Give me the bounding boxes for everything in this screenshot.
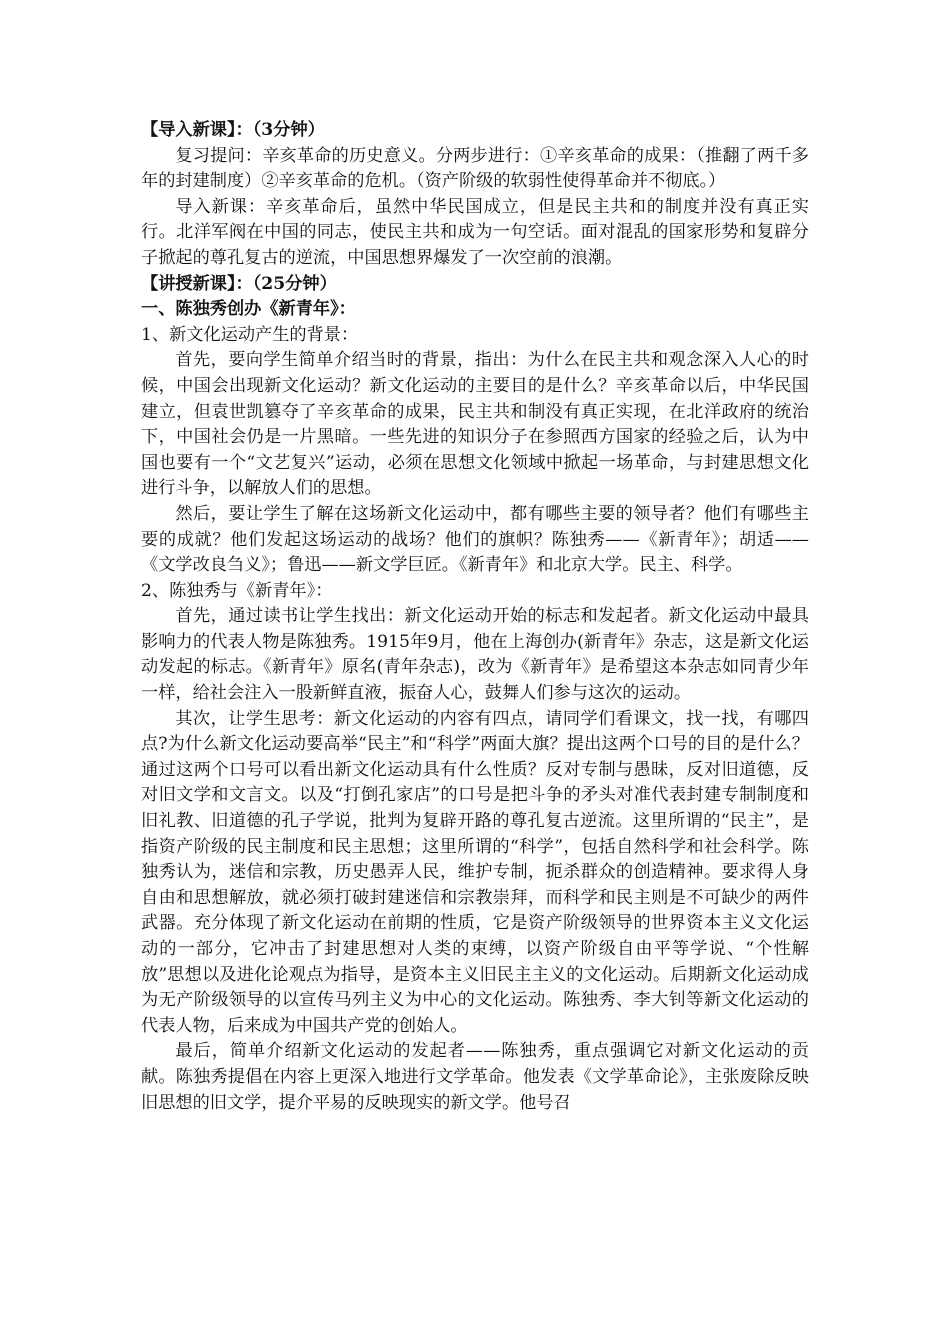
chen-paragraph-3: 最后，简单介绍新文化运动的发起者——陈独秀，重点强调它对新文化运动的贡献。陈独秀提倡在内容上更深入地进行文学革命。他发表《文学革命论》，主张废除反映旧思想的旧文学，提介平易的反映现实的新文学。他号召 <box>141 1041 809 1113</box>
sub1-heading: 1、新文化运动产生的背景： <box>141 324 359 345</box>
review-paragraph: 复习提问：辛亥革命的历史意义。分两步进行：①辛亥革命的成果：（推翻了两千多年的封建制度）②辛亥革命的危机。（资产阶级的软弱性使得革命并不彻底。） <box>141 145 809 192</box>
chen-paragraph-2: 其次，让学生思考：新文化运动的内容有四点，请同学们看课文，找一找，有哪四点?为什么新文化运动要高举“民主”和“科学”两面大旗？提出这两个口号的目的是什么？通过这两个口号可以看出新文化运动具有什么性质？反对专制与愚昧，反对旧道德，反对旧文学和文言文。以及“打倒孔家店”的口号是把斗争的矛头对准代表封建专制制度和旧礼教、旧道德的孔子学说，批判为复辟开路的尊孔复古逆流。这里所谓的“民主”，是指资产阶级的民主制度和民主思想；这里所谓的“科学”，包括自然科学和社会科学。陈独秀认为，迷信和宗教，历史愚弄人民，维护专制，扼杀群众的创造精神。要求得人身自由和思想解放，就必须打破封建迷信和宗教崇拜，而科学和民主则是不可缺少的两件武器。充分体现了新文化运动在前期的性质，它是资产阶级领导的世界资本主义文化运动的一部分，它冲击了封建思想对人类的束缚，以资产阶级自由平等学说、“个性解放”思想以及进化论观点为指导，是资本主义旧民主主义的文化运动。后期新文化运动成为无产阶级领导的以宣传马列主义为中心的文化运动。陈独秀、李大钊等新文化运动的代表人物，后来成为中国共产党的创始人。 <box>141 708 809 1036</box>
intro-paragraph: 导入新课：辛亥革命后，虽然中华民国成立，但是民主共和的制度并没有真正实行。北洋军阀在中国的同志，使民主共和成为一句空话。面对混乱的国家形势和复辟分子掀起的尊孔复古的逆流，中国思想界爆发了一次空前的浪潮。 <box>141 196 809 268</box>
teach-heading: 【讲授新课】：（25分钟） <box>141 273 337 294</box>
sub2-heading: 2、陈独秀与《新青年》： <box>141 580 333 601</box>
document-page <box>141 118 809 1116</box>
background-paragraph-2: 然后，要让学生了解在这场新文化运动中，都有哪些主要的领导者？他们有哪些主要的成就？他们发起这场运动的战场？他们的旗帜？陈独秀——《新青年》；胡适——《文学改良刍义》；鲁迅——新文学巨匠。《新青年》和北京大学。民主、科学。 <box>141 503 809 576</box>
background-paragraph-1: 首先，要向学生简单介绍当时的背景，指出：为什么在民主共和观念深入人心的时候，中国会出现新文化运动？新文化运动的主要目的是什么？辛亥革命以后，中华民国建立，但袁世凯篡夺了辛亥革命的成果，民主共和制没有真正实现，在北洋政府的统治下，中国社会仍是一片黑暗。一些先进的知识分子在参照西方国家的经验之后，认为中国也要有一个“文艺复兴”运动，必须在思想文化领域中掀起一场革命，与封建思想文化进行斗争，以解放人们的思想。 <box>141 350 809 499</box>
intro-heading: 【导入新课】：（3分钟） <box>141 120 325 140</box>
chen-paragraph-1: 首先，通过读书让学生找出：新文化运动开始的标志和发起者。新文化运动中最具影响力的代表人物是陈独秀。1915年9月，他在上海创办(新青年》杂志，这是新文化运动发起的标志。《新青年》原名(青年杂志)，改为《新青年》是希望这本杂志如同青少年一样，给社会注入一股新鲜直液，振奋人心，鼓舞人们参与这次的运动。 <box>141 606 809 704</box>
part1-heading: 一、陈独秀创办《新青年》： <box>141 299 356 320</box>
